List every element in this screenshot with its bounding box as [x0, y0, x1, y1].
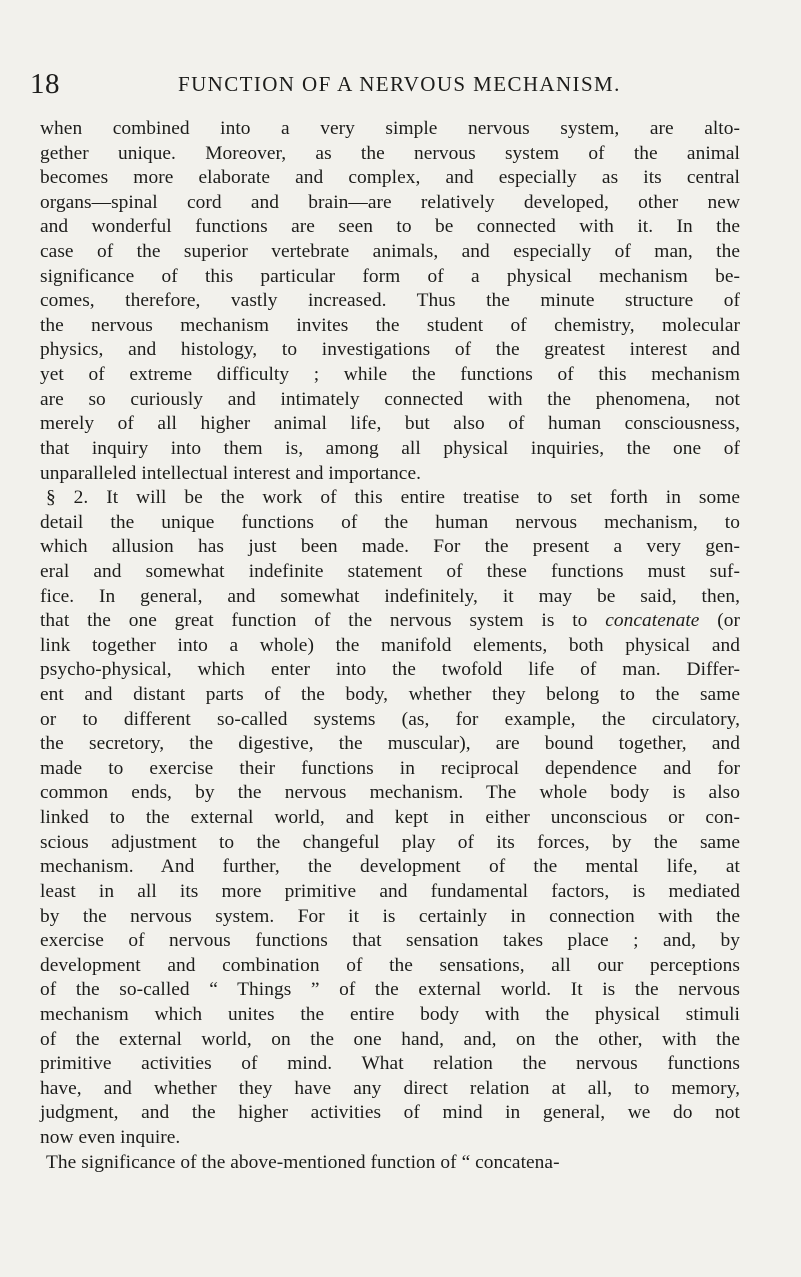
- body-text: [40, 117, 740, 1175]
- text-line: detail the unique functions of the human nervous mechanism, to: [40, 511, 740, 533]
- text-line: linked to the external world, and kept in either unconscious or con-: [40, 807, 740, 829]
- text-line: gether unique. Moreover, as the nervous system of the animal: [40, 142, 740, 164]
- text-line: the secretory, the digestive, the muscular), are bound together, and: [40, 733, 740, 755]
- text-segment: that the one great function of the nervous system is to: [40, 610, 606, 632]
- text-line: least in all its more primitive and fundamental factors, is mediated: [40, 880, 740, 902]
- running-head: FUNCTION OF A NERVOUS MECHANISM.: [178, 72, 621, 96]
- text-line: yet of extreme difficulty ; while the functions of this mechanism: [40, 364, 740, 386]
- text-line: or to different so-called systems (as, for example, the circulatory,: [40, 708, 740, 730]
- text-line: which allusion has just been made. For the present a very gen-: [40, 536, 740, 558]
- text-line: fice. In general, and somewhat indefinitely, it may be said, then,: [40, 585, 740, 607]
- text-line: becomes more elaborate and complex, and especially as its central: [40, 167, 740, 189]
- text-line: case of the superior vertebrate animals, and especially of man, the: [40, 241, 740, 263]
- text-line: mechanism. And further, the development of the mental life, at: [40, 856, 740, 878]
- text-line: ent and distant parts of the body, whether they belong to the same: [40, 684, 740, 706]
- text-line: when combined into a very simple nervous system, are alto-: [40, 118, 740, 139]
- text-line: psycho-physical, which enter into the twofold life of man. Differ-: [40, 659, 740, 681]
- text-line: by the nervous system. For it is certainly in connection with the: [40, 905, 740, 927]
- text-line: now even inquire.: [40, 1126, 181, 1148]
- text-line: eral and somewhat indefinite statement of these functions must suf-: [40, 560, 740, 582]
- page-header: [30, 64, 770, 104]
- text-line: exercise of nervous functions that sensation takes place ; and, by: [40, 930, 740, 952]
- text-line: [40, 609, 740, 634]
- text-line: and wonderful functions are seen to be connected with it. In the: [40, 216, 740, 238]
- text-line: of the external world, on the one hand, and, on the other, with the: [40, 1028, 740, 1050]
- text-line: are so curiously and intimately connected with the phenomena, not: [40, 388, 740, 410]
- text-line: unparalleled intellectual interest and importance.: [40, 462, 421, 484]
- text-line: comes, therefore, vastly increased. Thus the minute structure of: [40, 290, 740, 312]
- page-number: 18: [30, 68, 60, 100]
- text-line: that inquiry into them is, among all physical inquiries, the one of: [40, 437, 740, 459]
- text-line: of the so-called “ Things ” of the external world. It is the nervous: [40, 979, 740, 1001]
- text-line: physics, and histology, to investigations of the greatest interest and: [40, 339, 740, 361]
- text-line: The significance of the above-mentioned function of “ concatena-: [46, 1151, 560, 1173]
- text-line: made to exercise their functions in reciprocal dependence and for: [40, 757, 740, 779]
- text-line: primitive activities of mind. What relation the nervous functions: [40, 1053, 740, 1075]
- text-line: link together into a whole) the manifold elements, both physical and: [40, 634, 740, 656]
- text-line: mechanism which unites the entire body with the physical stimuli: [40, 1003, 740, 1025]
- text-line: common ends, by the nervous mechanism. The whole body is also: [40, 782, 740, 804]
- text-line: organs—spinal cord and brain—are relatively developed, other new: [40, 191, 740, 213]
- text-line: development and combination of the sensations, all our perceptions: [40, 954, 740, 976]
- text-segment: (or: [699, 610, 740, 632]
- text-line: merely of all higher animal life, but also of human consciousness,: [40, 413, 740, 435]
- text-line: judgment, and the higher activities of mind in general, we do not: [40, 1102, 740, 1124]
- text-line: § 2. It will be the work of this entire treatise to set forth in some: [46, 487, 740, 509]
- text-line: significance of this particular form of a physical mechanism be-: [40, 265, 740, 287]
- text-line: the nervous mechanism invites the student of chemistry, molecular: [40, 314, 740, 336]
- text-line: scious adjustment to the changeful play of its forces, by the same: [40, 831, 740, 853]
- text-line: have, and whether they have any direct relation at all, to memory,: [40, 1077, 740, 1099]
- emphasized-word: concatenate: [605, 610, 700, 632]
